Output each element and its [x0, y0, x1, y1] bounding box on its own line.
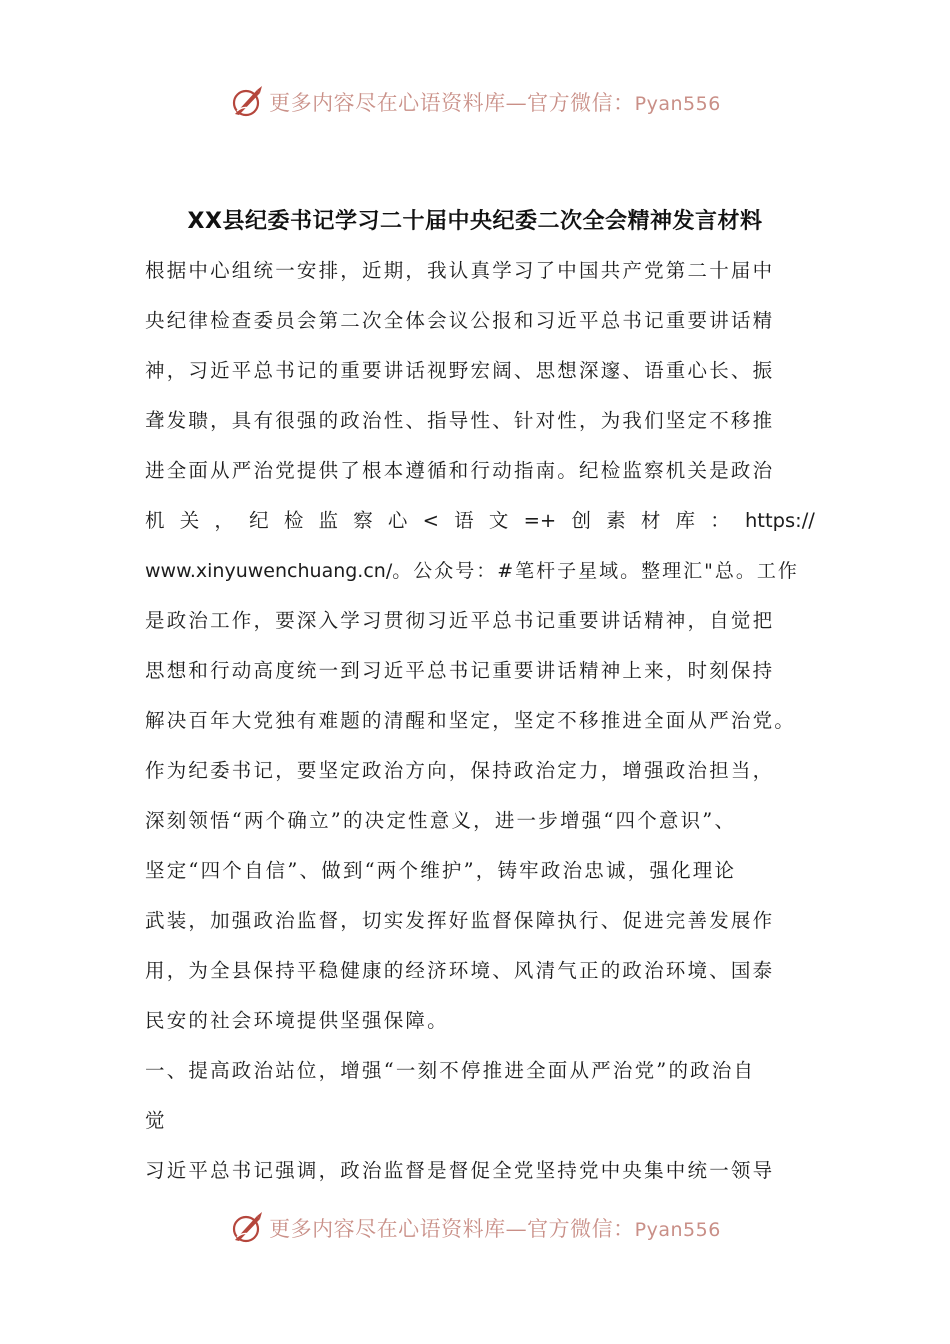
body-line: 作为纪委书记，要坚定政治方向，保持政治定力，增强政治担当，	[145, 759, 775, 782]
spaced-char: 素	[606, 509, 626, 532]
url-line-rest: 。公众号：#笔杆子星域。整理汇"总。工作	[392, 560, 799, 582]
body-line: 聋发聩，具有很强的政治性、指导性、针对性，为我们坚定不移推	[145, 409, 775, 432]
body-line: 用，为全县保持平稳健康的经济环境、风清气正的政治环境、国泰	[145, 959, 775, 982]
body-line: 坚定“四个自信”、做到“两个维护”，铸牢政治忠诚，强化理论	[145, 859, 737, 882]
spaced-char: 检	[283, 509, 304, 532]
body-line: 进全面从严治党提供了根本遵循和行动指南。纪检监察机关是政治	[145, 459, 775, 482]
spaced-body-line	[145, 496, 815, 546]
footer-watermark-banner	[0, 1206, 950, 1250]
spaced-char: 机	[145, 509, 165, 532]
wechat-id: Pyan556	[634, 1219, 721, 1241]
spaced-char: 纪	[249, 509, 269, 532]
quill-pen-logo-icon	[229, 84, 265, 120]
spaced-char: 关	[179, 509, 200, 532]
body-line: 习近平总书记强调，政治监督是督促全党坚持党中央集中统一领导	[145, 1159, 775, 1182]
quill-pen-logo-icon	[229, 1210, 265, 1246]
spaced-char: 材	[640, 509, 661, 532]
section-heading: 一、提高政治站位，增强“一刻不停推进全面从严治党”的政治自	[145, 1059, 756, 1082]
spaced-char: 库	[675, 509, 696, 532]
spaced-char: <	[422, 509, 439, 532]
title-text: 县纪委书记学习二十届中央纪委二次全会精神发言材料	[222, 208, 763, 234]
body-line: 是政治工作，要深入学习贯彻习近平总书记重要讲话精神，自觉把	[145, 609, 775, 632]
body-line: 深刻领悟“两个确立”的决定性意义，进一步增强“四个意识”、	[145, 809, 737, 832]
url-body-line	[145, 546, 815, 596]
title-prefix: XX	[187, 209, 223, 234]
section-heading-continued: 觉	[145, 1109, 167, 1132]
body-line: 根据中心组统一安排，近期，我认真学习了中国共产党第二十届中	[145, 259, 775, 282]
spaced-char: ：	[710, 509, 730, 532]
url-prefix: https://	[744, 509, 815, 532]
wechat-id: Pyan556	[634, 93, 721, 115]
spaced-char: 心	[387, 509, 408, 532]
spaced-char: 察	[353, 509, 373, 532]
spaced-char: 创	[571, 509, 591, 532]
body-line: 思想和行动高度统一到习近平总书记重要讲话精神上来，时刻保持	[145, 659, 775, 682]
document-title	[0, 204, 950, 235]
body-line: 解决百年大党独有难题的清醒和坚定，坚定不移推进全面从严治党。	[145, 709, 797, 732]
website-url: www.xinyuwenchuang.cn/	[145, 560, 393, 582]
header-watermark-banner	[0, 80, 950, 124]
document-body	[145, 246, 815, 1196]
spaced-char: 监	[318, 509, 339, 532]
spaced-char: 文	[488, 509, 509, 532]
body-line: 央纪律检查委员会第二次全体会议公报和习近平总书记重要讲话精	[145, 309, 775, 332]
spaced-char: =+	[523, 509, 557, 532]
body-line: 神，习近平总书记的重要讲话视野宏阔、思想深邃、语重心长、振	[145, 359, 775, 382]
spaced-char: 语	[454, 509, 474, 532]
banner-text: 更多内容尽在心语资料库—官方微信：Pyan556	[269, 91, 721, 115]
body-line: 武装，加强政治监督，切实发挥好监督保障执行、促进完善发展作	[145, 909, 775, 932]
spaced-char: ，	[214, 509, 234, 532]
body-line: 民安的社会环境提供坚强保障。	[145, 1009, 449, 1032]
banner-text: 更多内容尽在心语资料库—官方微信：Pyan556	[269, 1217, 721, 1241]
